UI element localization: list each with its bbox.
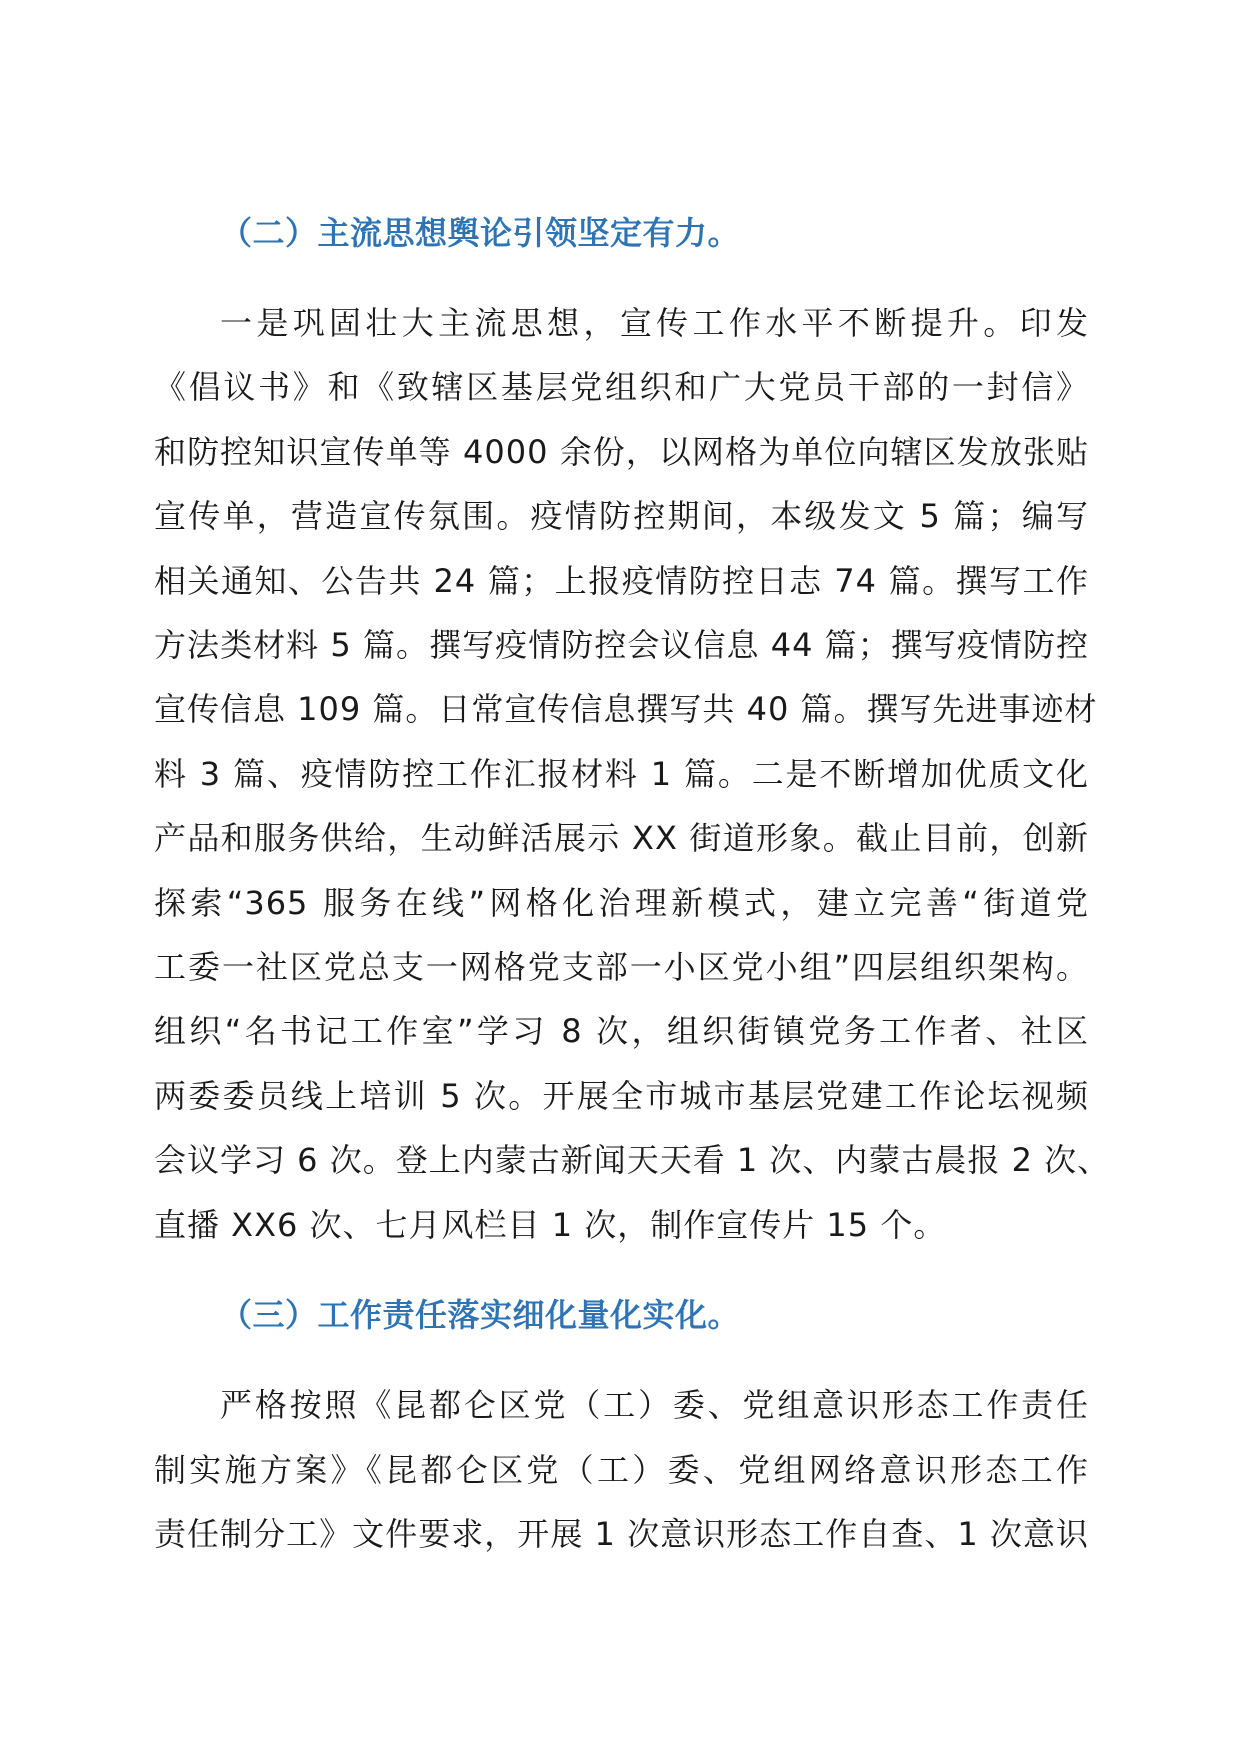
paragraph-line: 方法类材料 5 篇。撰写疫情防控会议信息 44 篇；撰写疫情防控 bbox=[154, 626, 1089, 665]
paragraph-line: 《倡议书》和《致辖区基层党组织和广大党员干部的一封信》 bbox=[154, 368, 1089, 407]
paragraph-line: 会议学习 6 次。登上内蒙古新闻天天看 1 次、内蒙古晨报 2 次、 bbox=[154, 1141, 1111, 1180]
paragraph-line: 一是巩固壮大主流思想，宣传工作水平不断提升。印发 bbox=[220, 304, 1089, 342]
paragraph-line: 产品和服务供给，生动鲜活展示 XX 街道形象。截止目前，创新 bbox=[154, 819, 1089, 858]
paragraph-line: 责任制分工》文件要求，开展 1 次意识形态工作自查、1 次意识 bbox=[154, 1514, 1089, 1553]
paragraph-line: 两委委员线上培训 5 次。开展全市城市基层党建工作论坛视频 bbox=[154, 1076, 1089, 1115]
paragraph-line: 宣传信息 109 篇。日常宣传信息撰写共 40 篇。撰写先进事迹材 bbox=[154, 690, 1098, 729]
paragraph-line: 宣传单，营造宣传氛围。疫情防控期间，本级发文 5 篇；编写 bbox=[154, 497, 1089, 536]
paragraph-line: 料 3 篇、疫情防控工作汇报材料 1 篇。二是不断增加优质文化 bbox=[154, 754, 1089, 793]
paragraph-line: 工委一社区党总支一网格党支部一小区党小组”四层组织架构。 bbox=[154, 948, 1089, 987]
section-heading-3: （三）工作责任落实细化量化实化。 bbox=[220, 1296, 741, 1335]
paragraph-line: 组织“名书记工作室”学习 8 次，组织街镇党务工作者、社区 bbox=[154, 1012, 1089, 1051]
paragraph-line: 直播 XX6 次、七月风栏目 1 次，制作宣传片 15 个。 bbox=[154, 1205, 947, 1244]
paragraph-line: 严格按照《昆都仑区党（工）委、党组意识形态工作责任 bbox=[220, 1386, 1089, 1425]
paragraph-line: 和防控知识宣传单等 4000 余份，以网格为单位向辖区发放张贴 bbox=[154, 432, 1089, 471]
section-paragraph-3 bbox=[154, 1373, 1089, 1566]
section-paragraph-2 bbox=[154, 291, 1111, 1257]
section-heading-2: （二）主流思想舆论引领坚定有力。 bbox=[220, 214, 741, 252]
document-body bbox=[154, 201, 1111, 1566]
paragraph-line: 相关通知、公告共 24 篇；上报疫情防控日志 74 篇。撰写工作 bbox=[154, 561, 1089, 600]
paragraph-line: 制实施方案》《昆都仑区党（工）委、党组网络意识形态工作 bbox=[154, 1450, 1089, 1489]
paragraph-line: 探索“365 服务在线”网格化治理新模式，建立完善“街道党 bbox=[154, 883, 1089, 922]
